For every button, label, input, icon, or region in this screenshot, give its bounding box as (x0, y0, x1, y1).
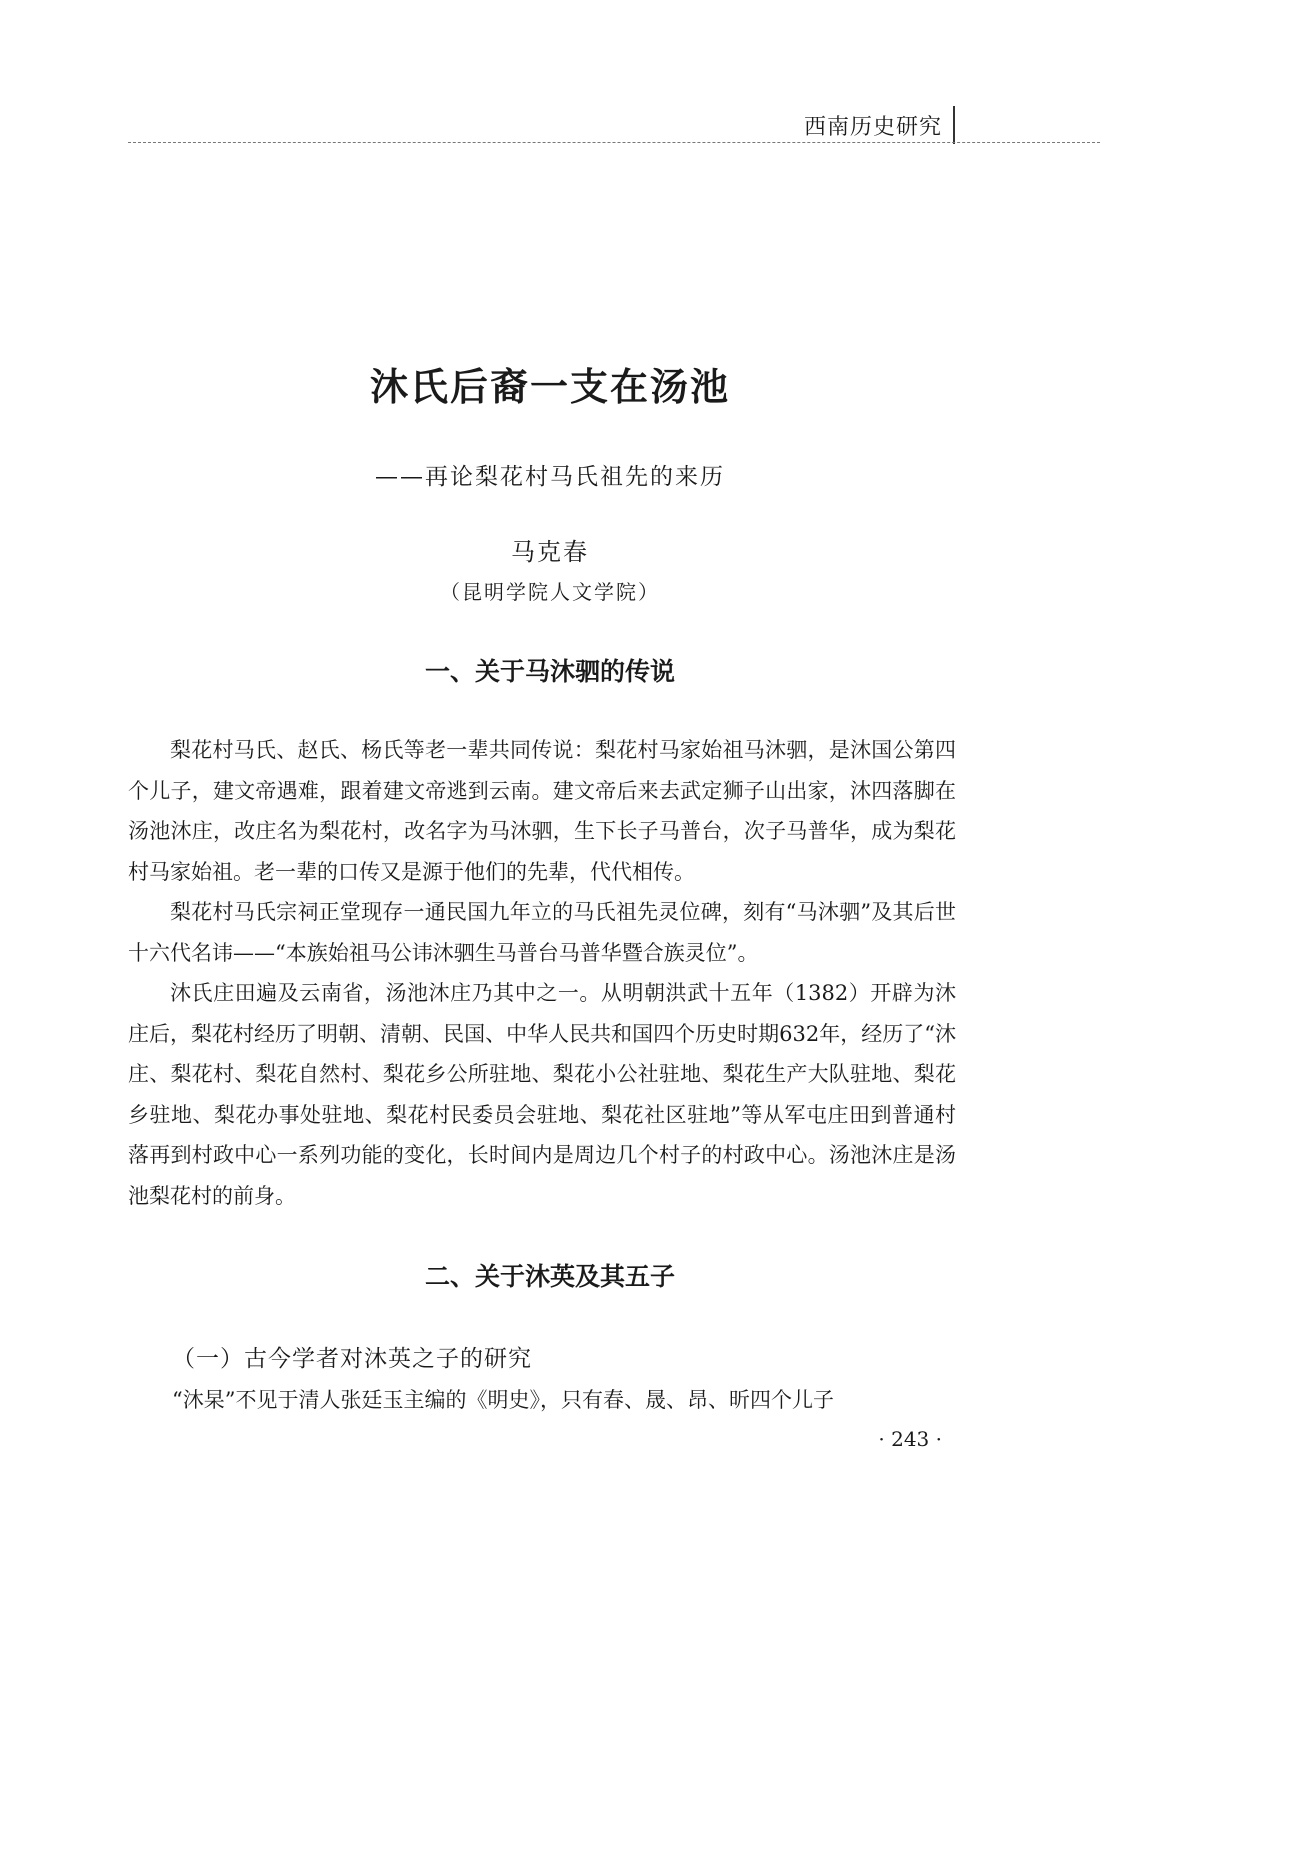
section-2-body (128, 1380, 956, 1421)
section-1-heading: 一、关于马沐驷的传说 (424, 657, 675, 686)
journal-name: 西南历史研究 (803, 115, 942, 140)
paragraph: 梨花村马氏、赵氏、杨氏等老一辈共同传说：梨花村马家始祖马沐驷，是沐国公第四个儿子，建文帝遇难，跟着建文帝逃到云南。建文帝后来去武定狮子山出家，沐四落脚在汤池沐庄，改庄名为梨花村，改名字为马沐驷，生下长子马普台，次子马普华，成为梨花村马家始祖。老一辈的口传又是源于他们的先辈，代代相传。 (128, 738, 956, 884)
section-2-subheading: （一）古今学者对沐英之子的研究 (172, 1346, 532, 1372)
author-name: 马克春 (511, 538, 589, 566)
header-rule (128, 142, 1100, 143)
article-subtitle: ——再论梨花村马氏祖先的来历 (375, 464, 725, 490)
page-number: · 243 · (878, 1427, 942, 1451)
header-divider (953, 106, 955, 144)
author-affiliation: （昆明学院人文学院） (440, 580, 660, 604)
section-1-body (128, 730, 956, 1216)
paragraph: 梨花村马氏宗祠正堂现存一通民国九年立的马氏祖先灵位碑，刻有“马沐驷”及其后世十六代名讳——“本族始祖马公讳沐驷生马普台马普华暨合族灵位”。 (128, 900, 956, 965)
paragraph: 沐氏庄田遍及云南省，汤池沐庄乃其中之一。从明朝洪武十五年（1382）开辟为沐庄后，梨花村经历了明朝、清朝、民国、中华人民共和国四个历史时期632年，经历了“沐庄、梨花村、梨花自然村、梨花乡公所驻地、梨花小公社驻地、梨花生产大队驻地、梨花乡驻地、梨花办事处驻地、梨花村民委员会驻地、梨花社区驻地”等从军屯庄田到普通村落再到村政中心一系列功能的变化，长时间内是周边几个村子的村政中心。汤池沐庄是汤池梨花村的前身。 (128, 981, 956, 1208)
paragraph: “沐杲”不见于清人张廷玉主编的《明史》，只有春、晟、昂、昕四个儿子 (172, 1388, 834, 1412)
section-2-heading: 二、关于沐英及其五子 (424, 1262, 675, 1291)
article-title: 沐氏后裔一支在汤池 (369, 365, 730, 409)
